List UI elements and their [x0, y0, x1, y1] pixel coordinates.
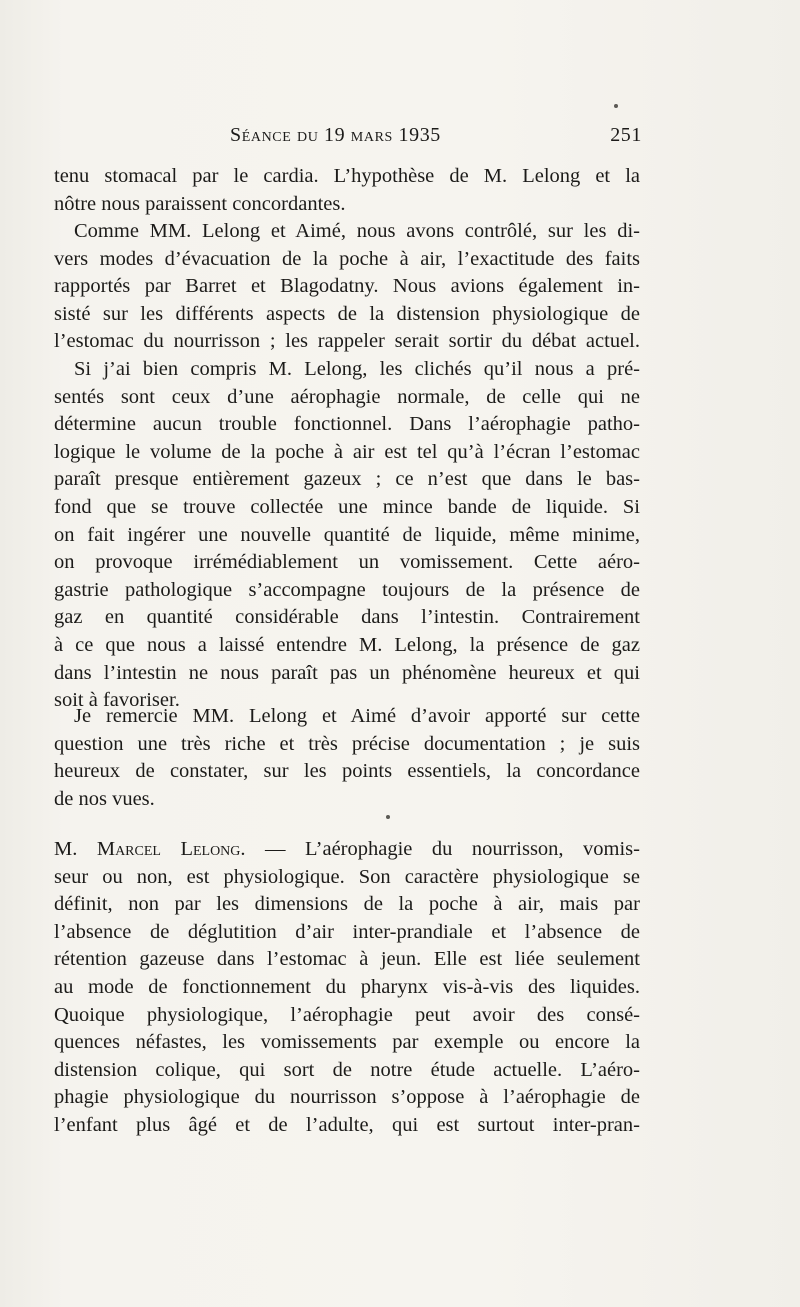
text-line — [54, 836, 640, 864]
text-line: à ce que nous a laissé entendre M. Lelong, la présence de gaz — [54, 633, 640, 656]
text-line: Si j’ai bien compris M. Lelong, les clichés qu’il nous a pré- — [74, 358, 640, 380]
text-line: gaz en quantité considérable dans l’intestin. Contrairement — [54, 606, 640, 629]
text-line: de nos vues. — [54, 787, 155, 810]
paragraph-4 — [54, 703, 640, 813]
text-line: sisté sur les différents aspects de la distension physiologique de — [54, 302, 640, 325]
text-line: logique le volume de la poche à air est tel qu’à l’écran l’estomac — [54, 440, 640, 463]
text-line: question une très riche et très précise documentation ; je suis — [54, 732, 640, 755]
text-line: fond que se trouve collectée une mince bande de liquide. Si — [54, 495, 640, 518]
text-line: dans l’intestin ne nous paraît pas un phénomène heureux et qui — [54, 661, 640, 684]
text-line: on fait ingérer une nouvelle quantité de liquide, même minime, — [54, 523, 640, 546]
text-line: phagie physiologique du nourrisson s’oppose à l’aérophagie de — [54, 1086, 640, 1109]
text-line: sentés sont ceux d’une aérophagie normale, de celle qui ne — [54, 385, 640, 408]
ink-speck — [614, 104, 618, 108]
text-line: vers modes d’évacuation de la poche à air, l’exactitude des faits — [54, 247, 640, 270]
speaker-line-text: — L’aérophagie du nourrisson, vomis- — [245, 838, 640, 860]
text-line: l’enfant plus âgé et de l’adulte, qui est surtout inter-pran- — [54, 1113, 640, 1136]
paragraph-2 — [54, 218, 640, 356]
text-line: nôtre nous paraissent concordantes. — [54, 192, 346, 215]
ink-speck — [386, 815, 390, 819]
text-line: l’absence de déglutition d’air inter-prandiale et l’absence de — [54, 920, 640, 943]
paragraph-5 — [54, 836, 640, 1140]
paragraph-1 — [54, 163, 640, 218]
text-line: l’estomac du nourrisson ; les rappeler serait sortir du débat actuel. — [54, 330, 640, 353]
running-header — [230, 120, 642, 152]
text-line: rétention gazeuse dans l’estomac à jeun. Elle est liée seulement — [54, 948, 640, 971]
text-line: soit à favoriser. — [54, 689, 180, 712]
text-line: heureux de constater, sur les points essentiels, la concordance — [54, 760, 640, 783]
page-number: 251 — [610, 124, 642, 146]
text-line: paraît presque entièrement gazeux ; ce n’est que dans le bas- — [54, 468, 640, 491]
text-line: rapportés par Barret et Blagodatny. Nous avions également in- — [54, 275, 640, 298]
paragraph-3 — [54, 356, 640, 715]
text-line: Comme MM. Lelong et Aimé, nous avons contrôlé, sur les di- — [74, 220, 640, 242]
text-line: au mode de fonctionnement du pharynx vis-à-vis des liquides. — [54, 975, 640, 998]
running-title: Séance du 19 mars 1935 — [230, 124, 441, 146]
text-line: gastrie pathologique s’accompagne toujours de la présence de — [54, 578, 640, 601]
text-line: seur ou non, est physiologique. Son caractère physiologique se — [54, 865, 640, 888]
speaker-name: M. Marcel Lelong. — [54, 838, 246, 860]
text-line: quences néfastes, les vomissements par exemple ou encore la — [54, 1031, 640, 1054]
text-line: tenu stomacal par le cardia. L’hypothèse de M. Lelong et la — [54, 165, 640, 187]
text-line: Je remercie MM. Lelong et Aimé d’avoir apporté sur cette — [74, 705, 640, 727]
text-line: détermine aucun trouble fonctionnel. Dans l’aérophagie patho- — [54, 413, 640, 436]
text-line: définit, non par les dimensions de la poche à air, mais par — [54, 893, 640, 916]
text-line: distension colique, qui sort de notre étude actuelle. L’aéro- — [54, 1058, 640, 1081]
text-line: Quoique physiologique, l’aérophagie peut avoir des consé- — [54, 1003, 640, 1026]
text-line: on provoque irrémédiablement un vomissement. Cette aéro- — [54, 551, 640, 574]
